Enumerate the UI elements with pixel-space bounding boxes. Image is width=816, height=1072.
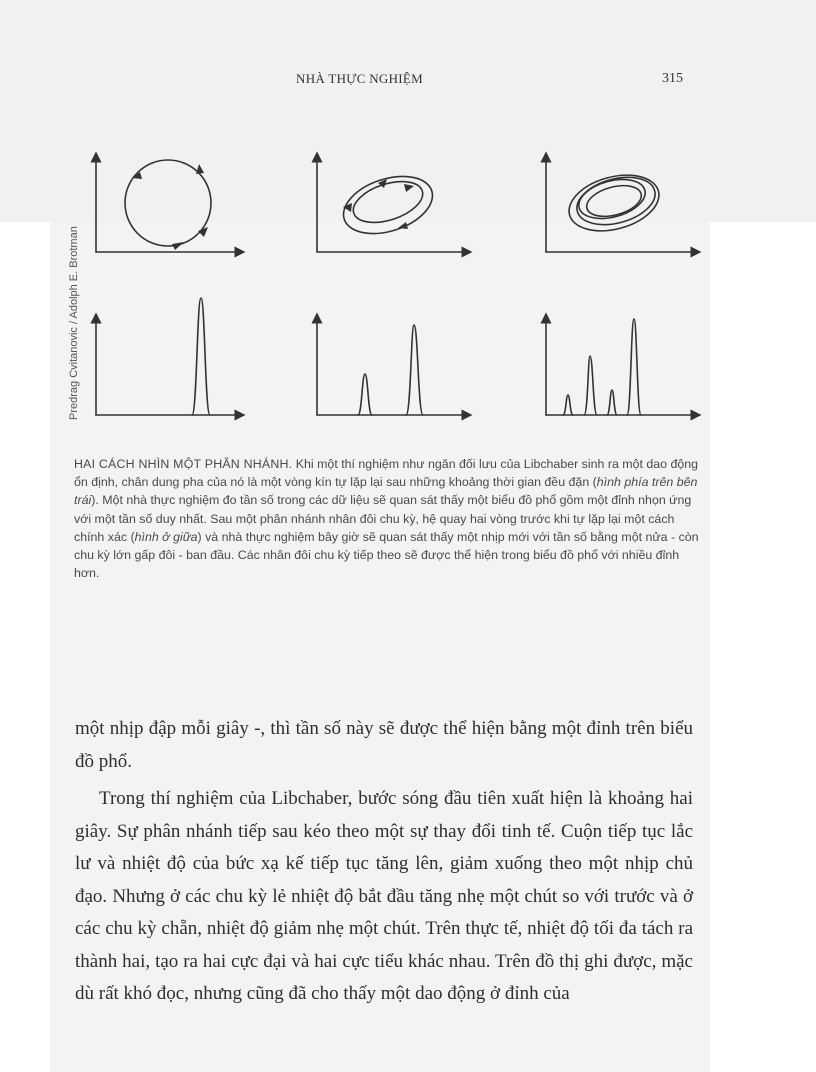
spectrum-peak [563, 395, 573, 415]
spectrum-peak [192, 298, 210, 415]
body-paragraph-1: một nhịp đập mỗi giây -, thì tần số này sẽ được thể hiện bằng một đỉnh trên biểu đồ phổ. [75, 718, 693, 772]
spectrum-2 [317, 318, 467, 415]
bifurcation-figure [0, 0, 816, 440]
spectrum-peak [584, 356, 597, 415]
phase-portrait-3 [546, 157, 696, 252]
spectrum-3 [546, 318, 696, 415]
page-number: 315 [662, 71, 683, 86]
figure-credit: Predrag Cvitanovic / Adolph E. Brotman [68, 226, 80, 420]
caption-emphasis: hình phía trên bên trái [74, 475, 698, 508]
figure-caption [74, 455, 700, 582]
body-paragraph-2: Trong thí nghiệm của Libchaber, bước sóng đầu tiên xuất hiện là khoảng hai giây. Sự phân nhánh tiếp sau kéo theo một sự thay đổi tinh tế. Cuộn tiếp tục lắc lư và nhiệt độ của bức xạ kế tiếp tục tăng lên, giảm xuống theo một nhịp chủ đạo. Nhưng ở các chu kỳ lẻ nhiệt độ bắt đầu tăng nhẹ một chút so với trước và ở các chu kỳ chẵn, nhiệt độ giảm nhẹ một chút. Trên thực tế, nhiệt độ tối đa tách ra thành hai, tạo ra hai cực đại và hai cực tiểu khác nhau. Trên đồ thị ghi được, mặc dù rất khó đọc, nhưng cũng đã cho thấy một dao động ở đỉnh của [75, 788, 693, 1004]
phase-portrait-2 [317, 157, 467, 252]
caption-text: Khi một thí nghiệm như ngăn đối lưu của Libchaber sinh ra một dao động ổn định, chân dung pha của nó là một vòng kín tự lặp lại sau những khoảng thời gian đều đặn ( [74, 457, 699, 490]
cycle-arrow [196, 164, 204, 174]
caption-lead: HAI CÁCH NHÌN MỘT PHÂN NHÁNH. [74, 457, 293, 471]
cycle-arrow [398, 222, 408, 229]
period-two-loop-inner [348, 174, 428, 230]
period-four-loop [574, 173, 649, 225]
caption-emphasis: hình ở giữa [134, 529, 198, 544]
spectrum-peak [406, 325, 423, 415]
spectrum-peak [607, 390, 617, 415]
spectrum-peak [358, 374, 372, 415]
cycle-arrow [172, 242, 184, 250]
spectrum-peak [627, 319, 641, 415]
caption-text: ) và nhà thực nghiệm bây giờ sẽ quan sát thấy một nhịp mới với tần số bằng một nửa - còn chu kỳ lớn gấp đôi - ban đầu. Các nhân đôi chu kỳ tiếp theo sẽ được thể hiện trong biểu đồ phổ với nhiều đỉnh hơn. [74, 529, 699, 581]
phase-portrait-1 [96, 157, 240, 252]
caption-text: ). Một nhà thực nghiệm đo tần số trong các dữ liệu sẽ quan sát thấy một biểu đồ phổ gồm một đỉnh nhọn ứng với một tần số duy nhất. Sau một phân nhánh nhân đôi chu kỳ, hệ quay hai vòng trước khi tự lặp lại một cách chính xác ( [74, 493, 692, 544]
running-title: NHÀ THỰC NGHIỆM [296, 71, 424, 86]
spectrum-1 [96, 298, 240, 415]
cycle-arrow [404, 184, 414, 192]
